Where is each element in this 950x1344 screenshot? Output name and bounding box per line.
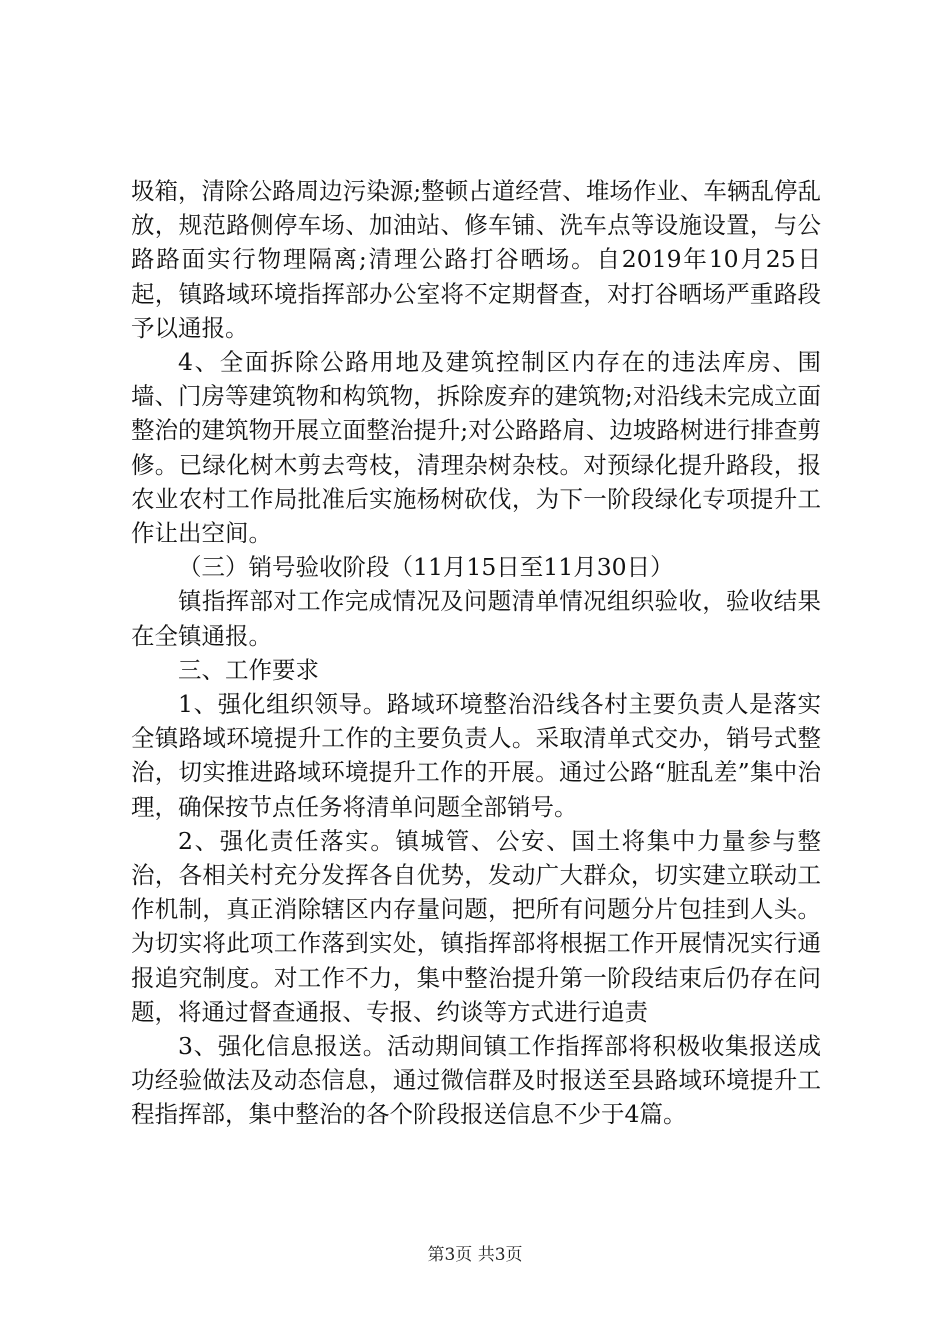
- section-heading-work-requirements: 三、工作要求: [178, 655, 319, 684]
- paragraph-acceptance: 镇指挥部对工作完成情况及问题清单情况组织验收，验收结果在全镇通报。: [131, 587, 821, 650]
- page-number-footer: 第3页 共3页: [427, 1245, 523, 1265]
- section-heading-acceptance-stage: （三）销号验收阶段（11月15日至11月30日）: [178, 553, 674, 582]
- paragraph-requirement-3: 3、强化信息报送。活动期间镇工作指挥部将积极收集报送成功经验做法及动态信息，通过微信群及时报送至县路域环境提升工程指挥部，集中整治的各个阶段报送信息不少于4篇。: [131, 1032, 821, 1129]
- paragraph-continuation: 圾箱，清除公路周边污染源;整顿占道经营、堆场作业、车辆乱停乱放，规范路侧停车场、加油站、修车铺、洗车点等设施设置，与公路路面实行物理隔离;清理公路打谷晒场。自2019年10月25日起，镇路域环境指挥部办公室将不定期督查，对打谷晒场严重路段予以通报。: [131, 177, 821, 342]
- paragraph-requirement-1: 1、强化组织领导。路域环境整治沿线各村主要负责人是落实全镇路域环境提升工作的主要负责人。采取清单式交办，销号式整治，切实推进路域环境提升工作的开展。通过公路“脏乱差”集中治理，确保按节点任务将清单问题全部销号。: [131, 690, 821, 821]
- paragraph-requirement-2: 2、强化责任落实。镇城管、公安、国土将集中力量参与整治，各相关村充分发挥各自优势，发动广大群众，切实建立联动工作机制，真正消除辖区内存量问题，把所有问题分片包挂到人头。为切实将此项工作落到实处，镇指挥部将根据工作开展情况实行通报追究制度。对工作不力，集中整治提升第一阶段结束后仍存在问题，将通过督查通报、专报、约谈等方式进行追责: [131, 826, 821, 1026]
- paragraph-item-4: 4、全面拆除公路用地及建筑控制区内存在的违法库房、围墙、门房等建筑物和构筑物，拆除废弃的建筑物;对沿线未完成立面整治的建筑物开展立面整治提升;对公路路肩、边坡路树进行排查剪修。已绿化树木剪去弯枝，清理杂树杂枝。对预绿化提升路段，报农业农村工作局批准后实施杨树砍伐，为下一阶段绿化专项提升工作让出空间。: [131, 348, 821, 548]
- document-body: [131, 174, 821, 1132]
